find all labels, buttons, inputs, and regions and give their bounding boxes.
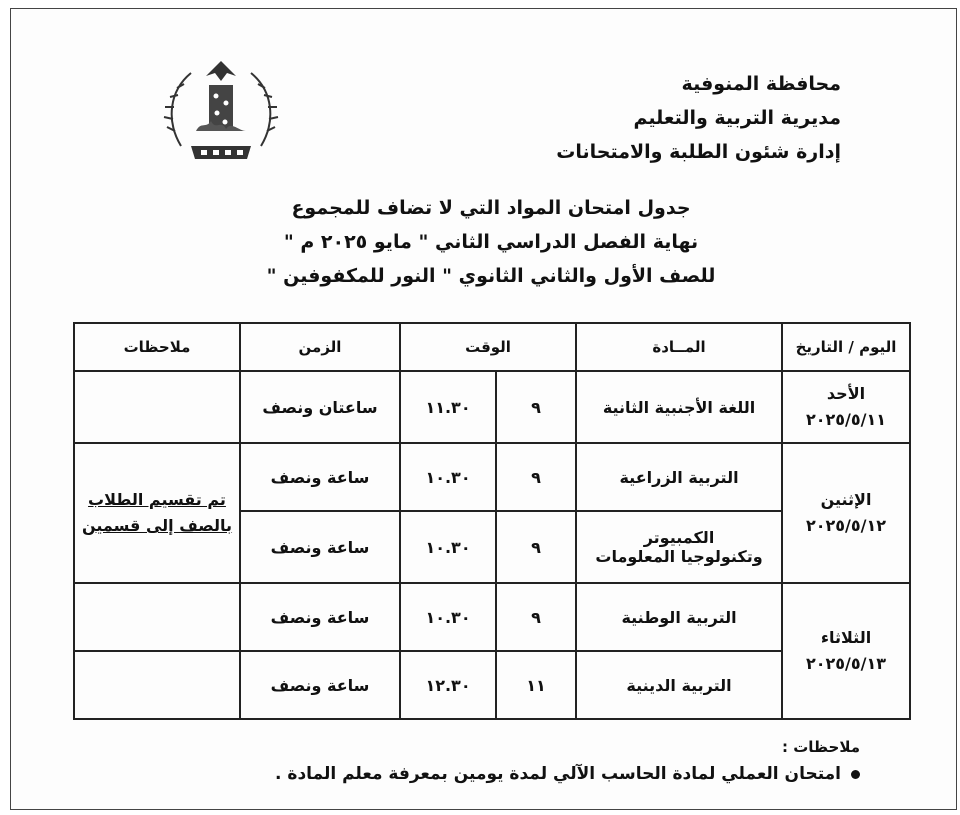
start-time-cell: ٩ [496, 443, 576, 511]
table-header-row [74, 323, 910, 371]
end-time-cell: ١٠.٣٠ [400, 583, 496, 651]
start-time-cell: ١١ [496, 651, 576, 719]
note-list-item [275, 764, 860, 784]
subject-cell: التربية الدينية [576, 651, 782, 719]
column-header-time: الوقت [400, 323, 576, 371]
day-cell [782, 443, 910, 583]
letterhead [556, 67, 841, 169]
bullet-icon [851, 770, 860, 779]
end-time-cell: ١٢.٣٠ [400, 651, 496, 719]
title-line-2: نهاية الفصل الدراسي الثاني " مايو ٢٠٢٥ م " [283, 231, 699, 253]
duration-cell: ساعة ونصف [240, 651, 400, 719]
notes-cell [74, 583, 240, 651]
column-header-day: اليوم / التاريخ [782, 323, 910, 371]
table-row [74, 583, 910, 651]
governorate-emblem-icon [161, 51, 281, 169]
table-row [74, 443, 910, 511]
remark-line-2: بالصف إلى قسمين [81, 516, 233, 535]
end-time-cell: ١٠.٣٠ [400, 443, 496, 511]
day-date: ٢٠٢٥/٥/١٢ [805, 516, 887, 535]
day-date: ٢٠٢٥/٥/١١ [805, 410, 887, 429]
governorate-name: محافظة المنوفية [681, 73, 841, 95]
subject-cell: التربية الوطنية [576, 583, 782, 651]
title-line-1: جدول امتحان المواد التي لا تضاف للمجموع [291, 197, 691, 219]
day-name: الأحد [826, 384, 866, 403]
duration-cell: ساعة ونصف [240, 443, 400, 511]
remark-line-1: تم تقسيم الطلاب [88, 490, 226, 509]
subject-cell: اللغة الأجنبية الثانية [576, 371, 782, 443]
table-row [74, 371, 910, 443]
start-time-cell: ٩ [496, 583, 576, 651]
exam-schedule-table [73, 322, 911, 720]
duration-cell: ساعة ونصف [240, 511, 400, 583]
end-time-cell: ١٠.٣٠ [400, 511, 496, 583]
duration-cell: ساعتان ونصف [240, 371, 400, 443]
notes-cell [74, 371, 240, 443]
subject-line-2: وتكنولوجيا المعلومات [595, 547, 763, 566]
subject-line-1: الكمبيوتر [643, 528, 715, 547]
document-title [211, 191, 771, 293]
day-cell [782, 583, 910, 719]
title-line-3: للصف الأول والثاني الثانوي " النور للمكفوفين " [266, 265, 716, 287]
column-header-notes: ملاحظات [74, 323, 240, 371]
day-cell [782, 371, 910, 443]
column-header-subject: المــادة [576, 323, 782, 371]
start-time-cell: ٩ [496, 511, 576, 583]
notes-cell [74, 443, 240, 583]
start-time-cell: ٩ [496, 371, 576, 443]
subject-cell: التربية الزراعية [576, 443, 782, 511]
day-name: الإثنين [820, 490, 872, 509]
department-name: إدارة شئون الطلبة والامتحانات [556, 141, 841, 163]
day-name: الثلاثاء [820, 628, 872, 647]
note-text: امتحان العملي لمادة الحاسب الآلي لمدة يومين بمعرفة معلم المادة . [275, 764, 841, 784]
directorate-name: مديرية التربية والتعليم [633, 107, 841, 129]
notes-heading: ملاحظات : [781, 738, 860, 756]
notes-cell [74, 651, 240, 719]
end-time-cell: ١١.٣٠ [400, 371, 496, 443]
subject-cell [576, 511, 782, 583]
duration-cell: ساعة ونصف [240, 583, 400, 651]
column-header-duration: الزمن [240, 323, 400, 371]
day-date: ٢٠٢٥/٥/١٣ [805, 654, 887, 673]
